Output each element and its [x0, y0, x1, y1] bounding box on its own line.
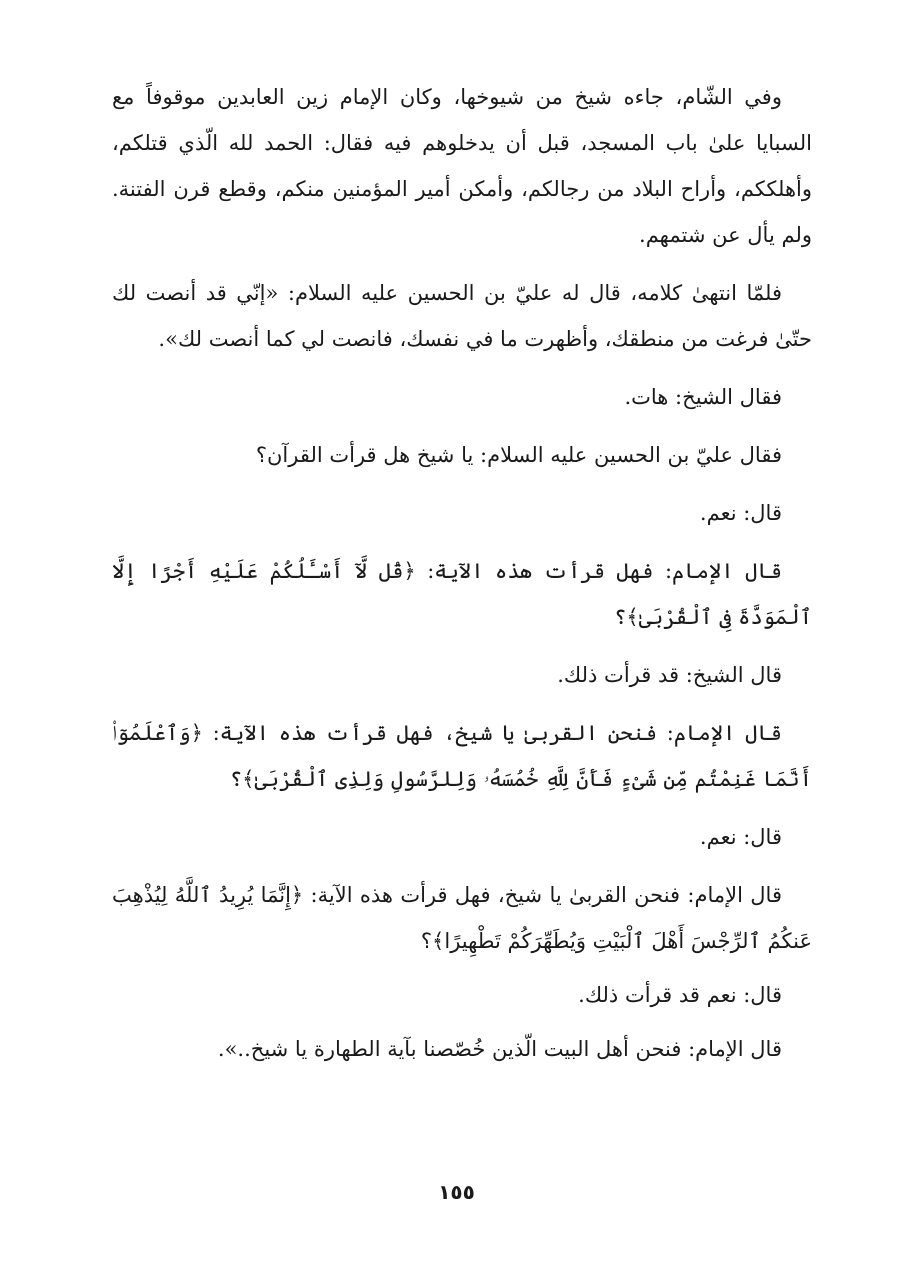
paragraph-10: قال الإمام: فنحن القربىٰ يا شيخ، فهل قرأت هذه الآية: ﴿إِنَّمَا يُرِيدُ ٱللَّهُ لِيُذْهِبَ عَنكُمُ ٱلرِّجْسَ أَهْلَ ٱلْبَيْتِ وَيُطَهِّرَكُمْ تَطْهِيرًا﴾؟	[112, 883, 812, 953]
page-body	[112, 74, 812, 1072]
paragraph-9: قال: نعم.	[699, 825, 782, 849]
paragraph-5: قال: نعم.	[699, 501, 782, 525]
paragraph-7: قال الشيخ: قد قرأت ذلك.	[557, 663, 782, 687]
paragraph-12: قال الإمام: فنحن أهل البيت الّذين خُصّصنا بآية الطهارة يا شيخ..».	[217, 1037, 782, 1061]
paragraph-6: قال الإمام: فهل قرأت هذه الآية: ﴿قُل لَّآ أَسْـَٔلُكُمْ عَلَيْهِ أَجْرًا إِلَّا ٱلْمَوَدَّةَ فِى ٱلْقُرْبَىٰ﴾؟	[112, 559, 812, 629]
paragraph-11: قال: نعم قد قرأت ذلك.	[578, 983, 782, 1007]
paragraph-4: فقال عليّ بن الحسين عليه السلام: يا شيخ هل قرأت القرآن؟	[255, 443, 782, 467]
paragraph-1: وفي الشّام، جاءه شيخ من شيوخها، وكان الإمام زين العابدين موقوفاً مع السبايا علىٰ باب المسجد، قبل أن يدخلوهم فيه فقال: الحمد لله الّذي قتلكم، وأهلككم، وأراح البلاد من رجالكم، وأمكن أمير المؤمنين منكم، وقطع قرن الفتنة. ولم يأل عن شتمهم.	[112, 85, 812, 247]
paragraph-8: قال الإمام: فنحن القربىٰ يا شيخ، فهل قرأت هذه الآية: ﴿وَٱعْلَمُوٓا۟ أَنَّمَا غَنِمْتُم مِّن شَىْءٍ فَأَنَّ لِلَّهِ خُمُسَهُۥ وَلِلرَّسُولِ وَلِذِى ٱلْقُرْبَىٰ﴾؟	[112, 721, 812, 791]
paragraph-3: فقال الشيخ: هات.	[624, 385, 782, 409]
paragraph-2: فلمّا انتهىٰ كلامه، قال له عليّ بن الحسين عليه السلام: «إنّي قد أنصت لك حتّىٰ فرغت من منطقك، وأظهرت ما في نفسك، فانصت لي كما أنصت لك».	[112, 281, 812, 351]
page-number: ١٥٥	[438, 1180, 475, 1204]
